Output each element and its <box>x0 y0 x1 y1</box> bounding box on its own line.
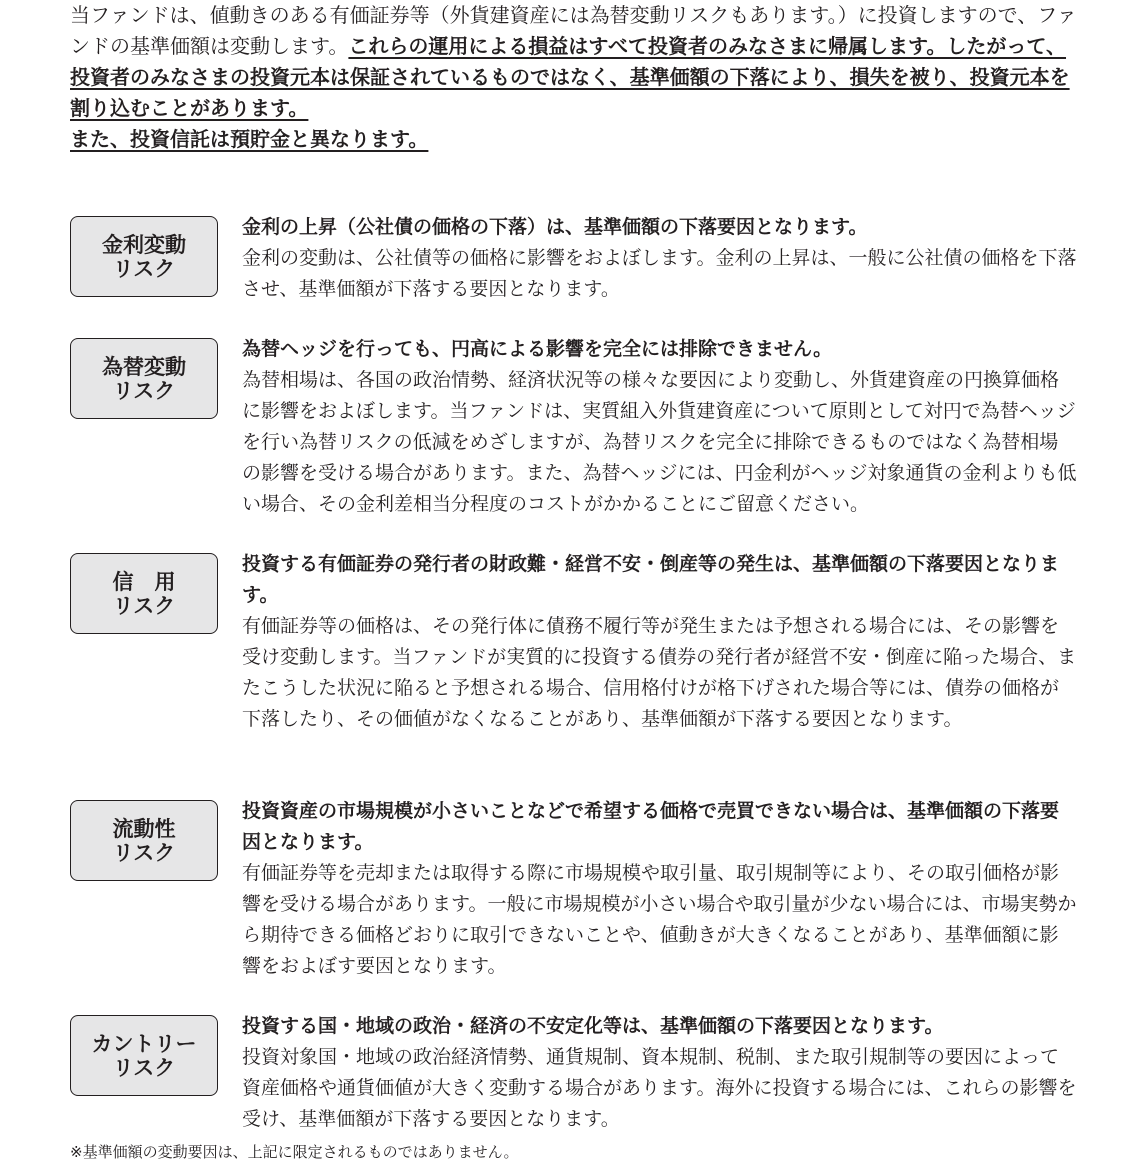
risk-heading: 金利の上昇（公社債の価格の下落）は、基準価額の下落要因となります。 <box>242 216 868 238</box>
risk-label-line2: リスク <box>112 593 176 618</box>
risk-description <box>242 212 1077 305</box>
risk-description <box>242 549 1077 735</box>
risk-description <box>242 334 1077 520</box>
risk-label-box <box>70 338 218 419</box>
risk-label-line1: 金利変動 <box>102 232 186 257</box>
risk-heading: 投資資産の市場規模が小さいことなどで希望する価格で売買できない場合は、基準価額の下落要因となります。 <box>242 800 1060 853</box>
risk-label-line2: リスク <box>112 1055 176 1080</box>
risk-body-text: 有価証券等の価格は、その発行体に債務不履行等が発生または予想される場合には、その影響を受け変動します。当ファンドが実質的に投資する債券の発行者が経営不安・倒産に陥った場合、またこうした状況に陥ると予想される場合、信用格付けが格下げされた場合等には、債券の価格が下落したり、その価値がなくなることがあり、基準価額が下落する要因となります。 <box>242 615 1077 730</box>
intro-paragraph <box>70 0 1080 155</box>
risk-heading: 投資する有価証券の発行者の財政難・経営不安・倒産等の発生は、基準価額の下落要因となります。 <box>242 553 1060 606</box>
risk-heading: 投資する国・地域の政治・経済の不安定化等は、基準価額の下落要因となります。 <box>242 1015 944 1037</box>
intro-underlined-text-2: また、投資信託は預貯金と異なります。 <box>70 127 429 151</box>
intro-plain-text: 当ファンドは、値動きのある有価証券等（外貨建資産には為替変動リスクもあります。）に投資しますので、ファンドの基準価額は変動します。 <box>70 3 1077 58</box>
risk-body-text: 金利の変動は、公社債等の価格に影響をおよぼします。金利の上昇は、一般に公社債の価格を下落させ、基準価額が下落する要因となります。 <box>242 247 1077 300</box>
risk-label-line2: リスク <box>112 256 176 281</box>
risk-description <box>242 796 1077 982</box>
risk-label-box <box>70 216 218 297</box>
risk-body-text: 有価証券等を売却または取得する際に市場規模や取引量、取引規制等により、その取引価格が影響を受ける場合があります。一般に市場規模が小さい場合や取引量が少ない場合には、市場実勢から期待できる価格どおりに取引できないことや、値動きが大きくなることがあり、基準価額に影響をおよぼす要因となります。 <box>242 862 1077 977</box>
risk-label-line1: 信 用 <box>112 569 176 594</box>
risk-label-line2: リスク <box>112 840 176 865</box>
risk-label-line1: 流動性 <box>112 816 176 841</box>
risk-heading: 為替ヘッジを行っても、円高による影響を完全には排除できません。 <box>242 338 833 360</box>
risk-label-box <box>70 1015 218 1096</box>
risk-label-line1: 為替変動 <box>102 354 186 379</box>
risk-label-line1: カントリー <box>91 1031 197 1056</box>
risk-label-box <box>70 553 218 634</box>
risk-label-box <box>70 800 218 881</box>
risk-description <box>242 1011 1077 1135</box>
risk-body-text: 為替相場は、各国の政治情勢、経済状況等の様々な要因により変動し、外貨建資産の円換算価格に影響をおよぼします。当ファンドは、実質組入外貨建資産について原則として対円で為替ヘッジを行い為替リスクの低減をめざしますが、為替リスクを完全に排除できるものではなく為替相場の影響を受ける場合があります。また、為替ヘッジには、円金利がヘッジ対象通貨の金利よりも低い場合、その金利差相当分程度のコストがかかることにご留意ください。 <box>242 369 1077 515</box>
risk-label-line2: リスク <box>112 378 176 403</box>
intro-underlined-text: これらの運用による損益はすべて投資者のみなさまに帰属します。したがって、投資者のみなさまの投資元本は保証されているものではなく、基準価額の下落により、損失を被り、投資元本を割り込むことがあります。 <box>70 34 1070 120</box>
footnote: ※基準価額の変動要因は、上記に限定されるものではありません。 <box>70 1143 519 1161</box>
risk-body-text: 投資対象国・地域の政治経済情勢、通貨規制、資本規制、税制、また取引規制等の要因によって資産価格や通貨価値が大きく変動する場合があります。海外に投資する場合には、これらの影響を受け、基準価額が下落する要因となります。 <box>242 1046 1077 1130</box>
